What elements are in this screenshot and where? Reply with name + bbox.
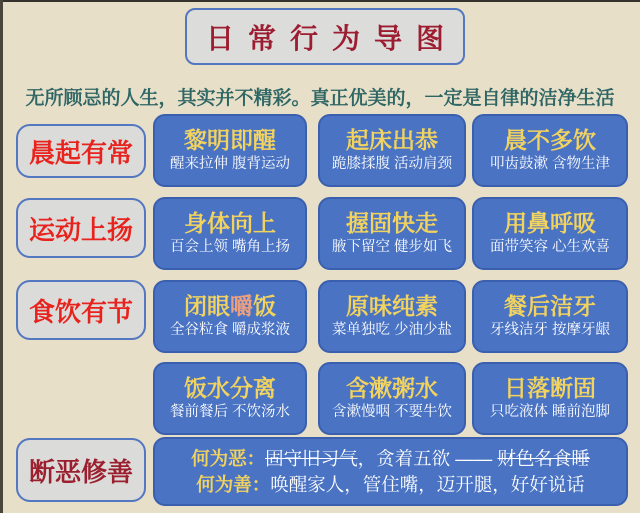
behavior-card: [318, 362, 466, 435]
behavior-card: [472, 362, 628, 435]
category-box-virtue: [16, 438, 146, 502]
card-subtitle: 含漱慢咽 不要牛饮: [331, 403, 453, 420]
card-subtitle: 牙线洁牙 按摩牙龈: [489, 321, 611, 338]
category-label: 晨起有常: [28, 137, 133, 168]
category-label: 断恶修善: [28, 456, 133, 487]
behavior-card: [318, 114, 466, 187]
card-subtitle: 餐前餐后 不饮汤水: [169, 403, 291, 420]
card-title: 晨不多饮: [504, 127, 596, 154]
card-title-highlight: 嚼: [230, 293, 253, 320]
card-subtitle: 只吃液体 睡前泡脚: [489, 403, 611, 420]
card-title: 饭水分离: [184, 375, 276, 402]
card-title: 黎明即醒: [184, 127, 276, 154]
card-title: 身体向上: [184, 210, 276, 237]
top-edge-line: [0, 0, 640, 2]
card-subtitle: 菜单独吃 少油少盐: [331, 321, 453, 338]
subtitle: 无所顾忌的人生，其实并不精彩。真正优美的，一定是自律的洁净生活: [25, 88, 615, 109]
card-title-part: 闭眼: [184, 293, 230, 320]
behavior-card: [472, 197, 628, 270]
good-text: 唤醒家人，管住嘴，迈开腿，好好说话: [270, 473, 585, 495]
card-title: 起床出恭: [346, 127, 438, 154]
evil-definition-line: [191, 448, 590, 469]
card-title: 餐后洁牙: [504, 293, 596, 320]
category-box-exercise: [16, 198, 146, 258]
card-title: 原味纯素: [346, 293, 438, 320]
main-title-box: [185, 8, 465, 65]
category-box-eating: [16, 280, 146, 340]
category-label: 食饮有节: [28, 296, 133, 327]
card-subtitle: 腋下留空 健步如飞: [331, 238, 453, 255]
behavior-card: [153, 197, 307, 270]
evil-middle-text: ，贪着五欲 ——: [357, 448, 498, 470]
card-title-part: 饭: [253, 293, 276, 320]
card-subtitle: 叩齿鼓漱 含物生津: [489, 155, 611, 172]
category-box-morning-routine: [16, 124, 146, 178]
virtue-summary-card: [153, 437, 628, 506]
card-title: 握固快走: [346, 210, 438, 237]
card-subtitle: 面带笑容 心生欢喜: [489, 238, 611, 255]
card-subtitle: 全谷粒食 嚼成浆液: [169, 321, 291, 338]
good-label: 何为善：: [196, 473, 271, 495]
evil-struck-phrase: 固守旧习气: [265, 448, 358, 470]
card-subtitle: 跪膝揉腹 活动肩颈: [331, 155, 453, 172]
behavior-card: [472, 280, 628, 353]
category-label: 运动上扬: [28, 214, 133, 245]
behavior-card: [318, 280, 466, 353]
behavior-card: [153, 280, 307, 353]
behavior-card: [153, 362, 307, 435]
card-subtitle: 醒来拉伸 腹背运动: [169, 155, 291, 172]
evil-struck-desires: 财色名食睡: [497, 448, 590, 470]
card-title: 用鼻呼吸: [504, 210, 596, 237]
page-title: 日常行为导图: [205, 22, 458, 54]
evil-label: 何为恶：: [191, 448, 266, 470]
card-title: [184, 294, 276, 319]
card-title: 含漱粥水: [346, 375, 438, 402]
behavior-card: [153, 114, 307, 187]
card-subtitle: 百会上领 嘴角上扬: [169, 238, 291, 255]
behavior-card: [472, 114, 628, 187]
good-definition-line: [196, 474, 585, 495]
behavior-card: [318, 197, 466, 270]
card-title: 日落断固: [504, 375, 596, 402]
left-edge-line: [0, 0, 3, 513]
